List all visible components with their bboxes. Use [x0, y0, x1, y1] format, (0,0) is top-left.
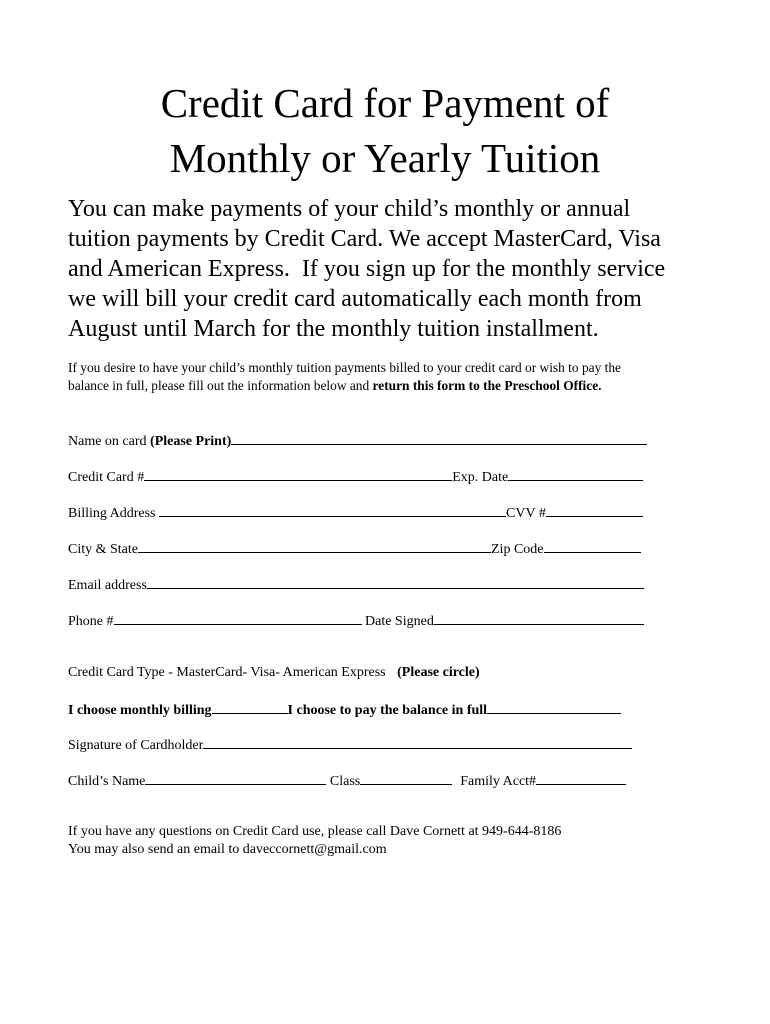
cvv-field[interactable] [546, 503, 643, 517]
return-instruction: return this form to the Preschool Office. [372, 378, 602, 393]
phone-field[interactable] [114, 611, 362, 625]
exp-date-label: Exp. Date [452, 470, 509, 485]
card-type-label: Credit Card Type - MasterCard- Visa- American Express [68, 665, 390, 680]
city-state-label: City & State [68, 542, 138, 557]
family-acct-label: Family Acct# [460, 774, 537, 789]
phone-row [68, 611, 644, 631]
form-title [0, 76, 770, 186]
intro-line-2: tuition payments by Credit Card. We accept MasterCard, Visa [68, 226, 661, 252]
child-name-label: Child’s Name [68, 774, 146, 789]
zip-code-field[interactable] [544, 539, 641, 553]
name-on-card-label: Name on card [68, 434, 151, 449]
intro-line-5: August until March for the monthly tuition installment. [68, 316, 599, 342]
name-on-card-field[interactable] [231, 431, 647, 445]
monthly-billing-label: I choose monthly billing [68, 703, 212, 718]
date-signed-field[interactable] [434, 611, 644, 625]
contact-line-1: If you have any questions on Credit Card use, please call Dave Cornett at 949-644-8186 [68, 824, 562, 839]
contact-line-2: You may also send an email to daveccornett@gmail.com [68, 842, 387, 857]
pay-in-full-label: I choose to pay the balance in full [287, 703, 488, 718]
monthly-billing-field[interactable] [212, 700, 288, 714]
phone-label: Phone # [68, 614, 114, 629]
intro-line-4: we will bill your credit card automatically each month from [68, 286, 642, 312]
contact-info [68, 823, 561, 859]
child-info-row [68, 771, 626, 791]
email-label: Email address [68, 578, 147, 593]
instructions-line-2: balance in full, please fill out the information below and [68, 378, 373, 393]
billing-choice-row [68, 700, 621, 720]
signature-field[interactable] [203, 735, 632, 749]
please-circle-note: (Please circle) [397, 665, 480, 680]
title-line-2: Monthly or Yearly Tuition [169, 135, 601, 181]
instructions-paragraph [68, 359, 708, 395]
pay-in-full-field[interactable] [487, 700, 621, 714]
exp-date-field[interactable] [508, 467, 643, 481]
family-acct-field[interactable] [536, 771, 626, 785]
please-print-note: (Please Print) [150, 434, 232, 449]
credit-card-number-field[interactable] [144, 467, 452, 481]
city-state-row [68, 539, 641, 559]
credit-card-label: Credit Card # [68, 470, 145, 485]
credit-card-row [68, 467, 643, 487]
signature-row [68, 735, 632, 755]
city-state-field[interactable] [138, 539, 491, 553]
title-line-1: Credit Card for Payment of [160, 80, 610, 126]
zip-code-label: Zip Code [491, 542, 544, 557]
instructions-line-1: If you desire to have your child’s monthly tuition payments billed to your credit card or wish to pay the [68, 360, 621, 375]
card-type-row [68, 664, 480, 682]
email-field[interactable] [147, 575, 644, 589]
class-field[interactable] [360, 771, 452, 785]
cvv-label: CVV # [506, 506, 546, 521]
date-signed-label: Date Signed [361, 614, 434, 629]
class-label: Class [326, 774, 361, 789]
intro-line-3: and American Express. If you sign up for the monthly service [68, 256, 666, 282]
billing-address-row [68, 503, 643, 523]
billing-address-label: Billing Address [68, 506, 160, 521]
intro-line-1: You can make payments of your child’s monthly or annual [68, 196, 631, 222]
intro-paragraph [68, 194, 708, 344]
email-row [68, 575, 644, 595]
signature-label: Signature of Cardholder [68, 738, 204, 753]
name-on-card-row [68, 431, 647, 451]
child-name-field[interactable] [145, 771, 326, 785]
billing-address-field[interactable] [159, 503, 506, 517]
